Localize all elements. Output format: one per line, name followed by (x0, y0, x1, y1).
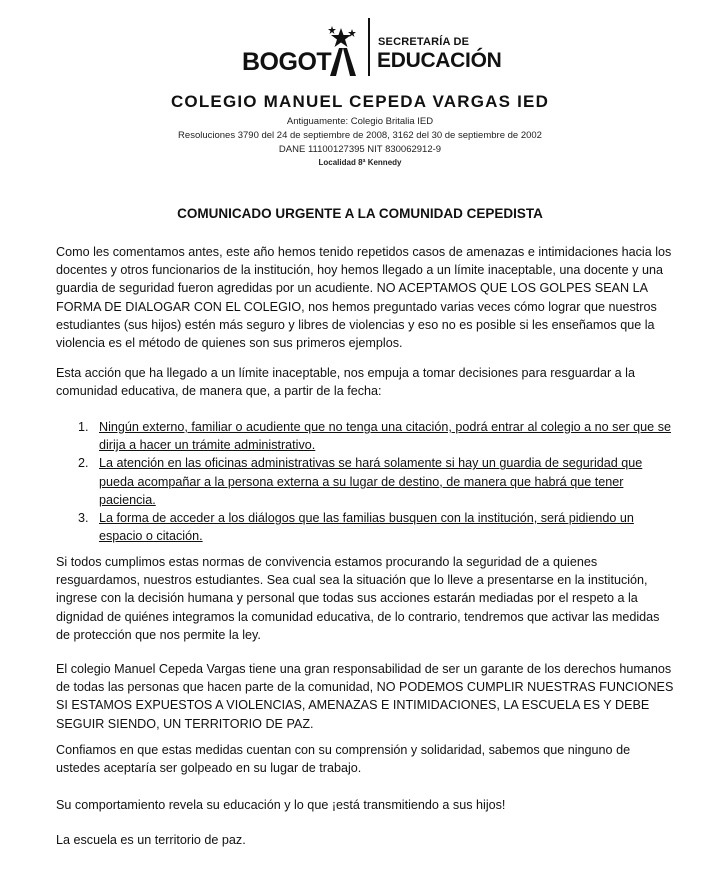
list-text: La atención en las oficinas administrativas se hará solamente si hay un guardia de seguridad que pueda acompañar a la persona externa a su lugar de destino, de manera que habrá que tener paciencia. (99, 456, 643, 507)
header-dane: DANE 11100127395 NIT 830062912-9 (278, 144, 442, 155)
list-number: 1. (78, 420, 89, 434)
logo-secretaria-text: SECRETARÍA DE (378, 36, 470, 48)
list-item (56, 418, 674, 454)
header-locality: Localidad 8ª Kennedy (318, 158, 402, 167)
logo-city-text: BOGOT (242, 48, 332, 76)
header-resolutions: Resoluciones 3790 del 24 de septiembre de 2008, 3162 del 30 de septiembre de 2002 (178, 130, 542, 141)
document-title: COMUNICADO URGENTE A LA COMUNIDAD CEPEDISTA (177, 206, 543, 221)
school-name: COLEGIO MANUEL CEPEDA VARGAS IED (170, 92, 550, 111)
list-item (56, 509, 674, 545)
paragraph-closing: La escuela es un territorio de paz. (56, 833, 246, 847)
paragraph-behavior: Su comportamiento revela su educación y lo que ¡está transmitiendo a sus hijos! (56, 798, 506, 812)
bogota-a-star-logo-icon (324, 26, 358, 76)
list-item (56, 454, 674, 509)
logo-divider (368, 18, 370, 76)
list-text: La forma de acceder a los diálogos que las familias busquen con la institución, será pidiendo un espacio o citación. (99, 511, 634, 544)
paragraph-trust: Confiamos en que estas medidas cuentan con su comprensión y solidaridad, sabemos que ninguno de ustedes aceptaría ser golpeado en su lugar de trabajo. (56, 743, 631, 776)
paragraph-responsibility: El colegio Manuel Cepeda Vargas tiene una gran responsabilidad de ser un garante de los derechos humanos de todas las personas que hacen parte de la comunidad, NO PODEMOS CUMPLIR NUESTRAS FUNCIONES SI ESTAMOS EXPUESTOS A VIOLENCIAS, AMENAZAS E INTIMIDACIONES, LA ESCUELA ES Y DEBE SEGUIR SIENDO, UN TERRITORIO DE PAZ. (56, 662, 674, 731)
paragraph-intro: Como les comentamos antes, este año hemos tenido repetidos casos de amenazas e intimidaciones hacia los docentes y otros funcionarios de la institución, hoy hemos llegado a un límite inaceptable, una docente y una guardia de seguridad fueron agredidas por un acudiente. NO ACEPTAMOS QUE LOS GOLPES SEAN LA FORMA DE DIALOGAR CON EL COLEGIO, nos hemos preguntado varias veces cómo lograr que nuestros estudiantes (sus hijos) estén más seguro y libres de violencias y eso no es posible si les enseñamos que la violencia es el método de quienes son sus primeros ejemplos. (56, 245, 672, 351)
list-text: Ningún externo, familiar o acudiente que no tenga una citación, podrá entrar al colegio a no ser que se dirija a hacer un trámite administrativo. (99, 420, 671, 453)
list-number: 2. (78, 456, 89, 471)
rules-list (56, 418, 674, 545)
paragraph-norms: Si todos cumplimos estas normas de convivencia estamos procurando la seguridad de a quienes resguardamos, nuestros estudiantes. Sea cual sea la situación que lo lleve a presentarse en la institución, ingrese con la decisión humana y personal que todas sus acciones estarán mediadas por el respeto a la dignidad de quiénes integramos la comunidad educativa, de lo contrario, tendremos que activar las medidas de protección que nos permite la ley. (56, 555, 660, 642)
logo-educacion-text: EDUCACIÓN (377, 49, 502, 72)
bogota-education-logo (240, 18, 502, 80)
list-number: 3. (78, 511, 89, 526)
paragraph-decisions: Esta acción que ha llegado a un límite inaceptable, nos empuja a tomar decisiones para resguardar a la comunidad educativa, de manera que, a partir de la fecha: (56, 366, 635, 399)
header-formerly: Antiguamente: Colegio Britalia IED (286, 116, 434, 127)
